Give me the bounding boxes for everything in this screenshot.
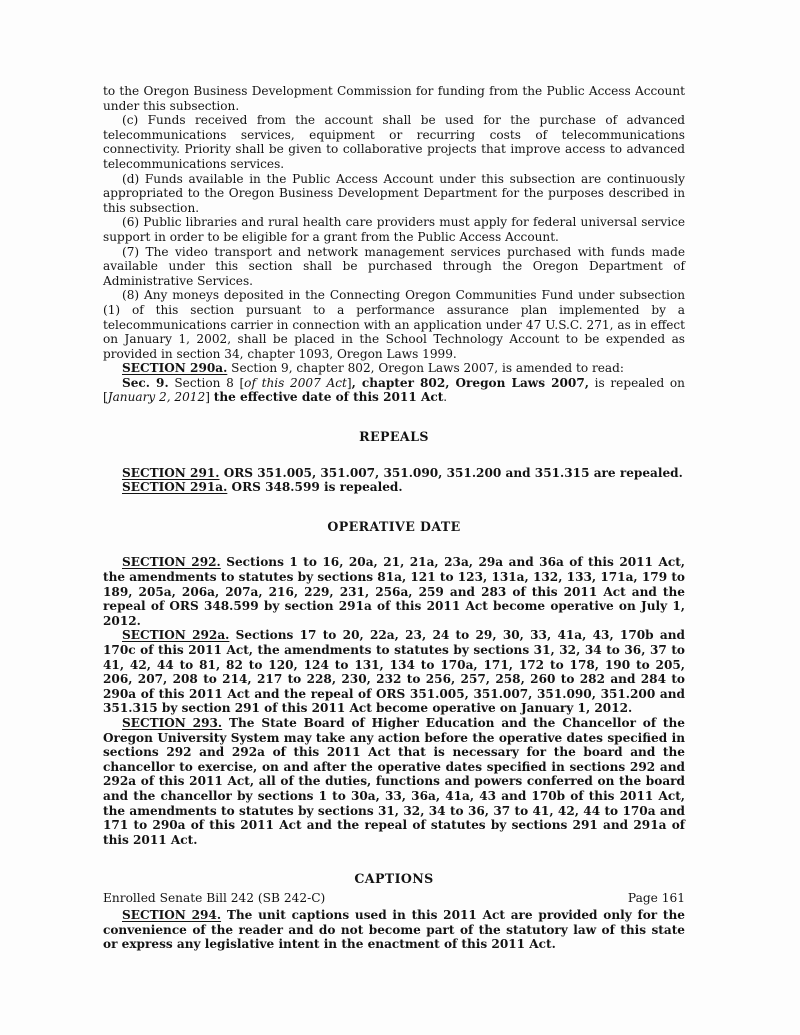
text-segment: SECTION 292a.: [122, 628, 230, 643]
paragraph-8: [103, 288, 685, 361]
paragraph-6: [103, 215, 685, 244]
paragraph-section-291a: [103, 480, 685, 495]
text-segment: ]: [205, 390, 214, 405]
paragraph-section-294: [103, 908, 685, 952]
text-segment: SECTION 290a.: [122, 361, 228, 376]
text-segment: the effective date of this 2011 Act: [213, 390, 444, 405]
text-segment: .: [443, 390, 448, 405]
text-segment: Sections 17 to 20, 22a, 23, 24 to 29, 30, 33, 41a, 43, 170b and 170c of this 2011 Act, the amendments to statutes by sections 31, 32, 34 to 36, 37 to 41, 42, 44 to 81, 82 to 120, 124 to 131, 134 to 170a, 171, 172 to 178, 190 to 205, 206, 207, 208 to 214, 217 to 228, 230, 232 to 256, 257, 258, 260 to 282 and 284 to 290a of this 2011 Act and the repeal of ORS 351.005, 351.007, 351.090, 351.200 and 351.315 by section 291 of this 2011 Act become operative on January 1, 2012.: [103, 628, 685, 716]
document-body: [103, 84, 685, 952]
paragraph-section-291: [103, 466, 685, 481]
paragraph-d: [103, 172, 685, 216]
text-segment: is repealed on [: [103, 375, 685, 405]
text-segment: Sec. 9.: [122, 375, 169, 390]
text-segment: (8) Any moneys deposited in the Connecting Oregon Communities Fund under subsection (1) of this section pursuant to a performance assurance plan implemented by a telecommunications carrier in connection with an application under 47 U.S.C. 271, as in effect on January 1, 2002, shall be placed in the School Technology Account to be expended as provided in section 34, chapter 1093, Oregon Laws 1999.: [103, 288, 685, 361]
section-heading: OPERATIVE DATE: [327, 518, 461, 534]
text-segment: The State Board of Higher Education and the Chancellor of the Oregon University System may take any action before the operative dates specified in sections 292 and 292a of this 2011 Act that is necessary for the board and the chancellor to exercise, on and after the operative dates specified in sections 292 and 292a of this 2011 Act, all of the duties, functions and powers conferred on the board and the chancellor by sections 1 to 30a, 33, 36a, 41a, 43 and 170b of this 2011 Act, the amendments to statutes by sections 31, 32, 34 to 36, 37 to 41, 42, 44 to 170a and 171 to 290a of this 2011 Act and the repeal of statutes by sections 291 and 291a of this 2011 Act.: [103, 715, 685, 847]
text-segment: SECTION 291a.: [122, 480, 228, 495]
paragraph-7: [103, 245, 685, 289]
text-segment: of this 2007 Act: [244, 375, 347, 390]
text-segment: SECTION 292.: [122, 555, 221, 570]
text-segment: ]: [346, 375, 352, 390]
text-segment: (d) Funds available in the Public Access Account under this subsection are continuously appropriated to the Oregon Business Development Department for the purposes described in this subsection.: [103, 171, 685, 215]
text-segment: SECTION 294.: [122, 907, 222, 922]
text-segment: ORS 348.599 is repealed.: [227, 480, 403, 495]
text-segment: January 2, 2012: [107, 390, 206, 405]
text-segment: Sections 1 to 16, 20a, 21, 21a, 23a, 29a and 36a of this 2011 Act, the amendments to statutes by sections 81a, 121 to 123, 131a, 132, 133, 171a, 179 to 189, 205a, 206a, 207a, 216, 229, 231, 256a, 259 and 283 of this 2011 Act and the repeal of ORS 348.599 by section 291a of this 2011 Act become operative on July 1, 2012.: [103, 555, 685, 628]
text-segment: ORS 351.005, 351.007, 351.090, 351.200 and 351.315 are repealed.: [219, 465, 683, 480]
text-segment: The unit captions used in this 2011 Act are provided only for the convenience of the reader and do not become part of the statutory law of this state or express any legislative intent in the enactment of this 2011 Act.: [103, 907, 685, 952]
page-footer: [103, 891, 685, 906]
text-segment: , chapter 802, Oregon Laws 2007,: [351, 375, 589, 390]
section-heading: CAPTIONS: [354, 871, 434, 887]
paragraph-section-292: [103, 555, 685, 628]
text-segment: (7) The video transport and network management services purchased with funds made available under this section shall be purchased through the Oregon Department of Administrative Services.: [103, 244, 685, 288]
paragraph-sec-9: [103, 376, 685, 405]
paragraph-continuation: [103, 84, 685, 113]
text-segment: to the Oregon Business Development Commission for funding from the Public Access Account under this subsection.: [103, 84, 685, 113]
paragraph-c: [103, 113, 685, 171]
text-segment: (c) Funds received from the account shall be used for the purchase of advanced telecommunications services, equipment or recurring costs of telecommunications connectivity. Priority shall be given to collaborative projects that improve access to advanced telecommunications services.: [103, 113, 685, 171]
paragraph-section-290a: [103, 361, 685, 376]
text-segment: (6) Public libraries and rural health care providers must apply for federal universal service support in order to be eligible for a grant from the Public Access Account.: [103, 215, 685, 244]
section-heading: REPEALS: [359, 429, 429, 445]
footer-page-number: Page 161: [627, 891, 685, 905]
text-segment: SECTION 293.: [122, 715, 223, 730]
text-segment: Section 9, chapter 802, Oregon Laws 2007, is amended to read:: [227, 361, 624, 376]
paragraph-section-293: [103, 716, 685, 847]
text-segment: Section 8 [: [168, 375, 245, 390]
text-segment: SECTION 291.: [122, 465, 220, 480]
paragraph-section-292a: [103, 628, 685, 716]
footer-bill-title: Enrolled Senate Bill 242 (SB 242-C): [103, 891, 326, 905]
